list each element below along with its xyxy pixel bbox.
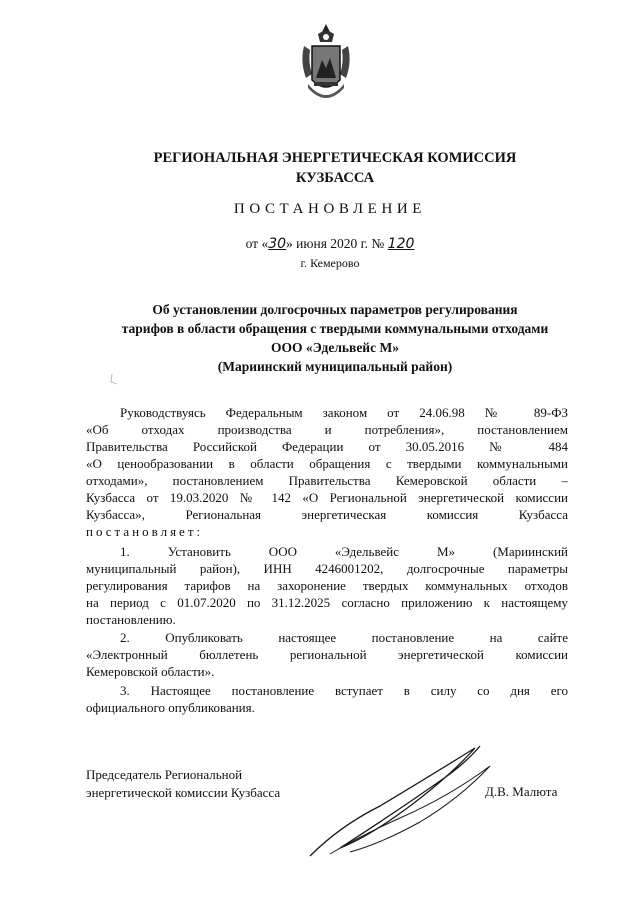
item3-line1: 3. Настоящее постановление вступает в силу со дня его bbox=[120, 683, 568, 698]
item2-line1: 2. Опубликовать настоящее постановление на сайте bbox=[120, 630, 568, 645]
signatory-position-line1: Председатель Региональной bbox=[86, 767, 243, 782]
body-p1-line7: Кузбасса», Региональная энергетическая комиссия Кузбасса bbox=[86, 507, 568, 522]
item2-line2: «Электронный бюллетень региональной энергетической комиссии bbox=[86, 647, 568, 662]
title-line1: Об установлении долгосрочных параметров регулирования bbox=[152, 302, 518, 317]
scan-mark bbox=[108, 372, 120, 386]
body-p1-line5: отходами», постановлением Правительства Кемеровской области – bbox=[86, 473, 568, 488]
document-number: 120 bbox=[387, 236, 415, 252]
date-day: 30 bbox=[268, 236, 287, 252]
signatory-name: Д.В. Малюта bbox=[485, 784, 558, 799]
body-p1-line6: Кузбасса от 19.03.2020 № 142 «О Региональной энергетической комиссии bbox=[86, 490, 568, 505]
item2-line3: Кемеровской области». bbox=[86, 664, 215, 679]
document-type: ПОСТАНОВЛЕНИЕ bbox=[233, 201, 427, 217]
item3-line2: официального опубликования. bbox=[86, 700, 255, 715]
organization-name-line2: КУЗБАССА bbox=[295, 170, 375, 186]
item1-line1: 1. Установить ООО «Эдельвейс М» (Мариинский bbox=[120, 544, 568, 559]
body-p1-line1: Руководствуясь Федеральным законом от 24.06.98 № 89-ФЗ bbox=[120, 405, 568, 420]
title-line3: ООО «Эдельвейс М» bbox=[271, 340, 399, 355]
item1-line4: на период с 01.07.2020 по 31.12.2025 согласно приложению к настоящему bbox=[86, 595, 568, 610]
body-p1-line4: «О ценообразовании в области обращения с твердыми коммунальными bbox=[86, 456, 568, 471]
organization-name-line1: РЕГИОНАЛЬНАЯ ЭНЕРГЕТИЧЕСКАЯ КОМИССИЯ bbox=[153, 150, 517, 166]
item1-line3: регулирования тарифов на захоронение твердых коммунальных отходов bbox=[86, 578, 568, 593]
document-date: от «30» июня 2020 г. № 120 bbox=[245, 236, 415, 252]
item1-line5: постановлению. bbox=[86, 612, 176, 627]
handwritten-signature bbox=[300, 736, 500, 866]
document-city: г. Кемерово bbox=[300, 256, 360, 270]
body-p1-line2: «Об отходах производства и потребления», постановлением bbox=[86, 422, 568, 437]
coat-of-arms-emblem bbox=[296, 22, 356, 108]
item1-line2: муниципальный район), ИНН 4246001202, долгосрочные параметры bbox=[86, 561, 568, 576]
resolve-word: постановляет: bbox=[86, 524, 204, 539]
title-line4: (Мариинский муниципальный район) bbox=[217, 359, 453, 374]
title-line2: тарифов в области обращения с твердыми коммунальными отходами bbox=[121, 321, 549, 336]
body-p1-line3: Правительства Российской Федерации от 30.05.2016 № 484 bbox=[86, 439, 568, 454]
signatory-position-line2: энергетической комиссии Кузбасса bbox=[86, 785, 281, 800]
